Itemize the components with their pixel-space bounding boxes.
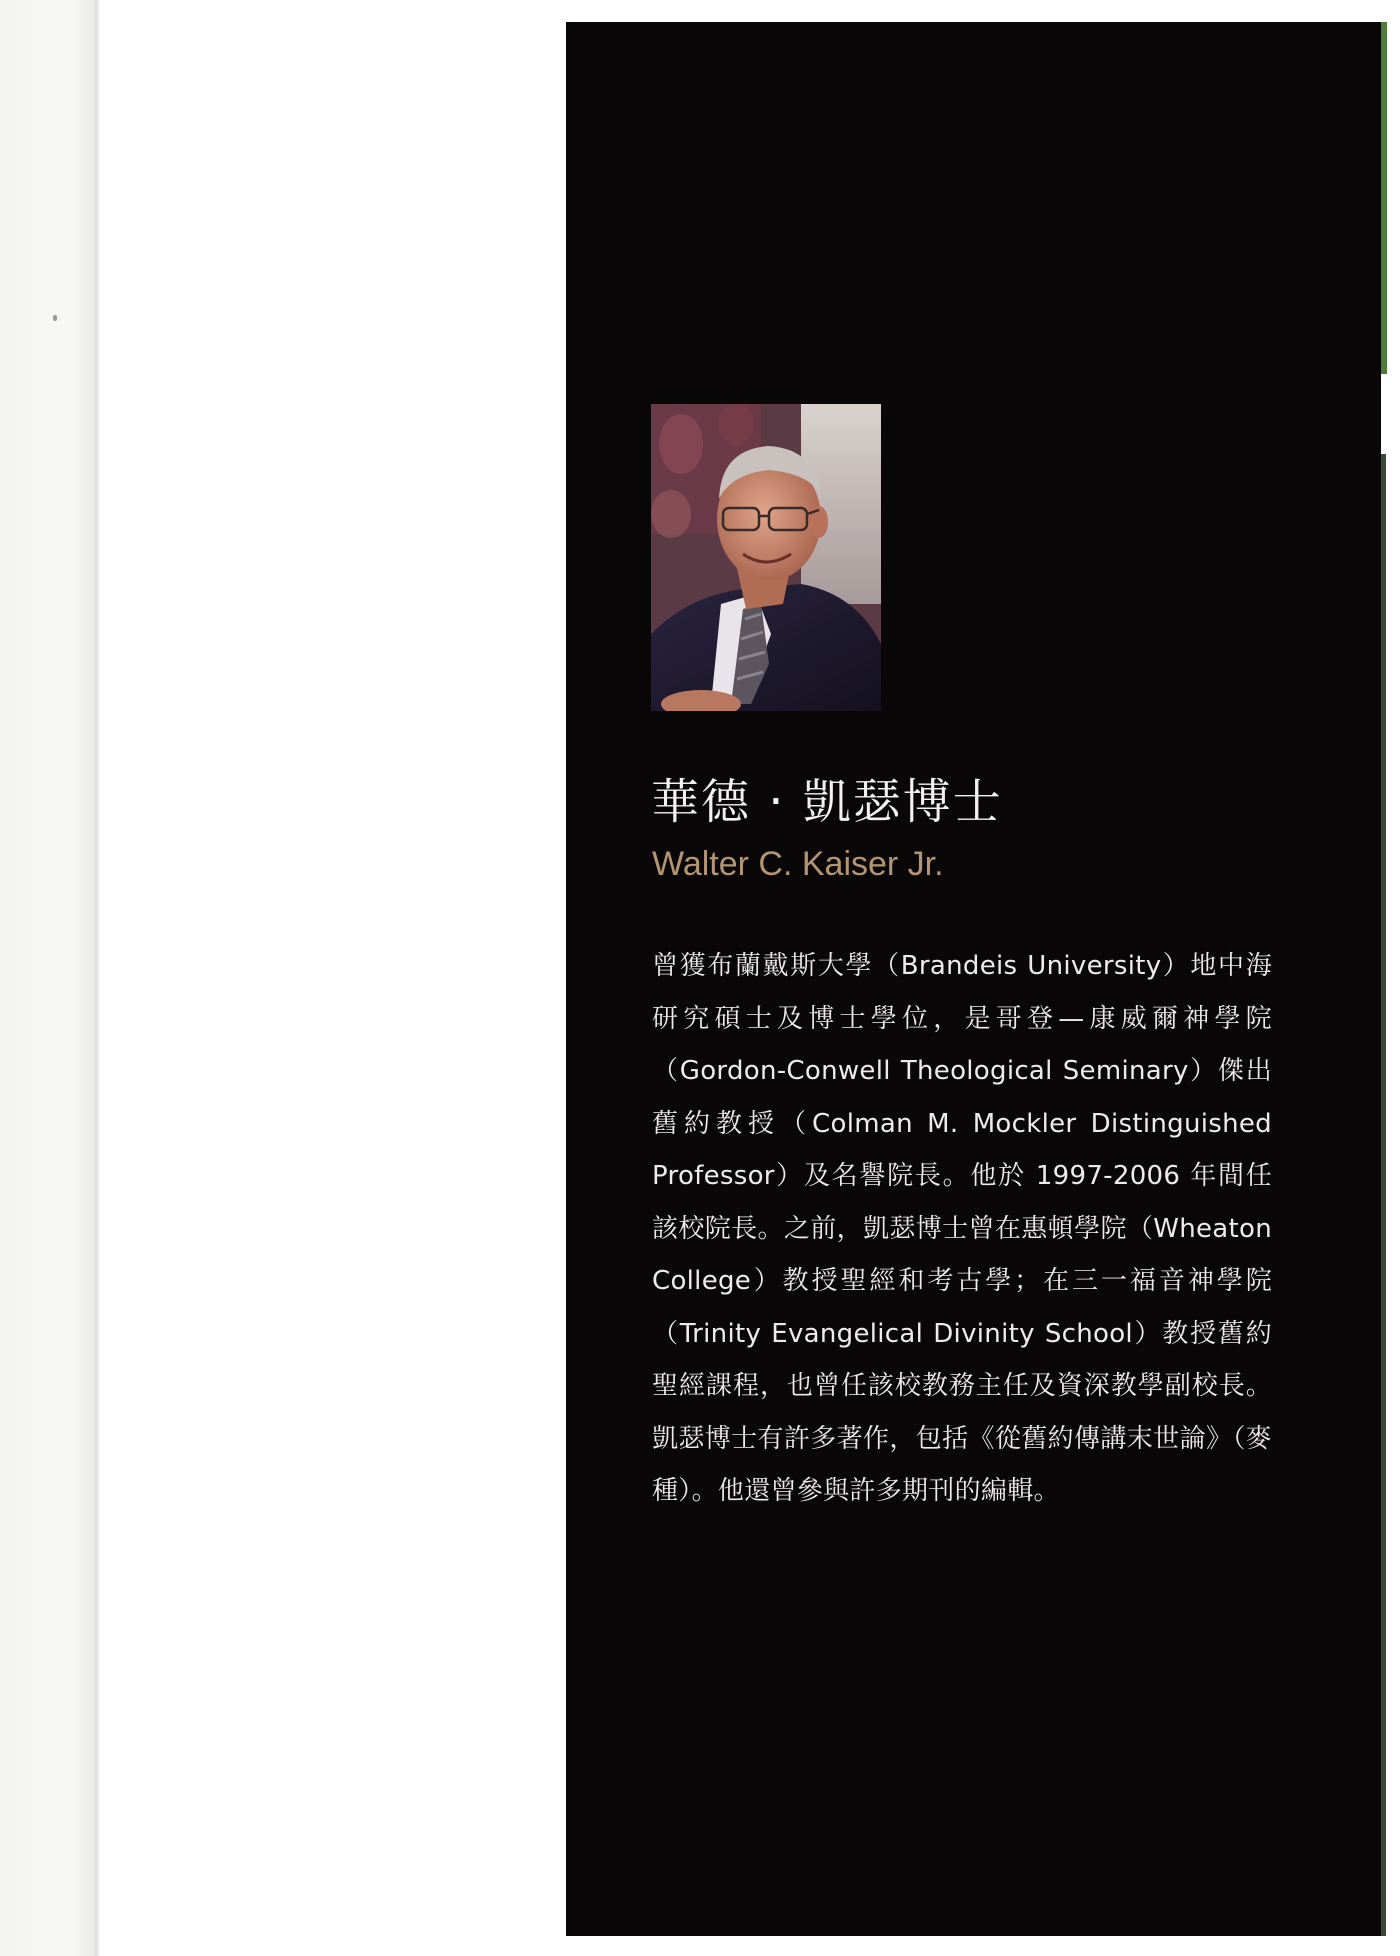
- scanned-page-edge: [0, 0, 100, 1956]
- portrait-photo-icon: [651, 404, 881, 711]
- author-biography: 曾獲布蘭戴斯大學（Brandeis University）地中海研究碩士及博士學位，是哥登—康威爾神學院（Gordon-Conwell Theological Seminary）傑出舊約教授（Colman M. Mockler Distinguished Professor）及名譽院長。他於 1997-2006 年間任該校院長。之前，凱瑟博士曾在惠頓學院（Wheaton College）教授聖經和考古學；在三一福音神學院（Trinity Evangelical Divinity School）教授舊約聖經課程，也曾任該校教務主任及資深教學副校長。凱瑟博士有許多著作，包括《從舊約傳講末世論》（麥種）。他還曾參與許多期刊的編輯。: [652, 951, 1272, 1506]
- author-name-english: Walter C. Kaiser Jr.: [652, 845, 944, 883]
- scan-mark: [53, 315, 57, 321]
- author-portrait: [651, 404, 881, 711]
- author-name-chinese: 華德 · 凱瑟博士: [651, 774, 1003, 830]
- panel-accent-stripe: [1381, 22, 1387, 374]
- panel-edge-stripe: [1381, 454, 1386, 1936]
